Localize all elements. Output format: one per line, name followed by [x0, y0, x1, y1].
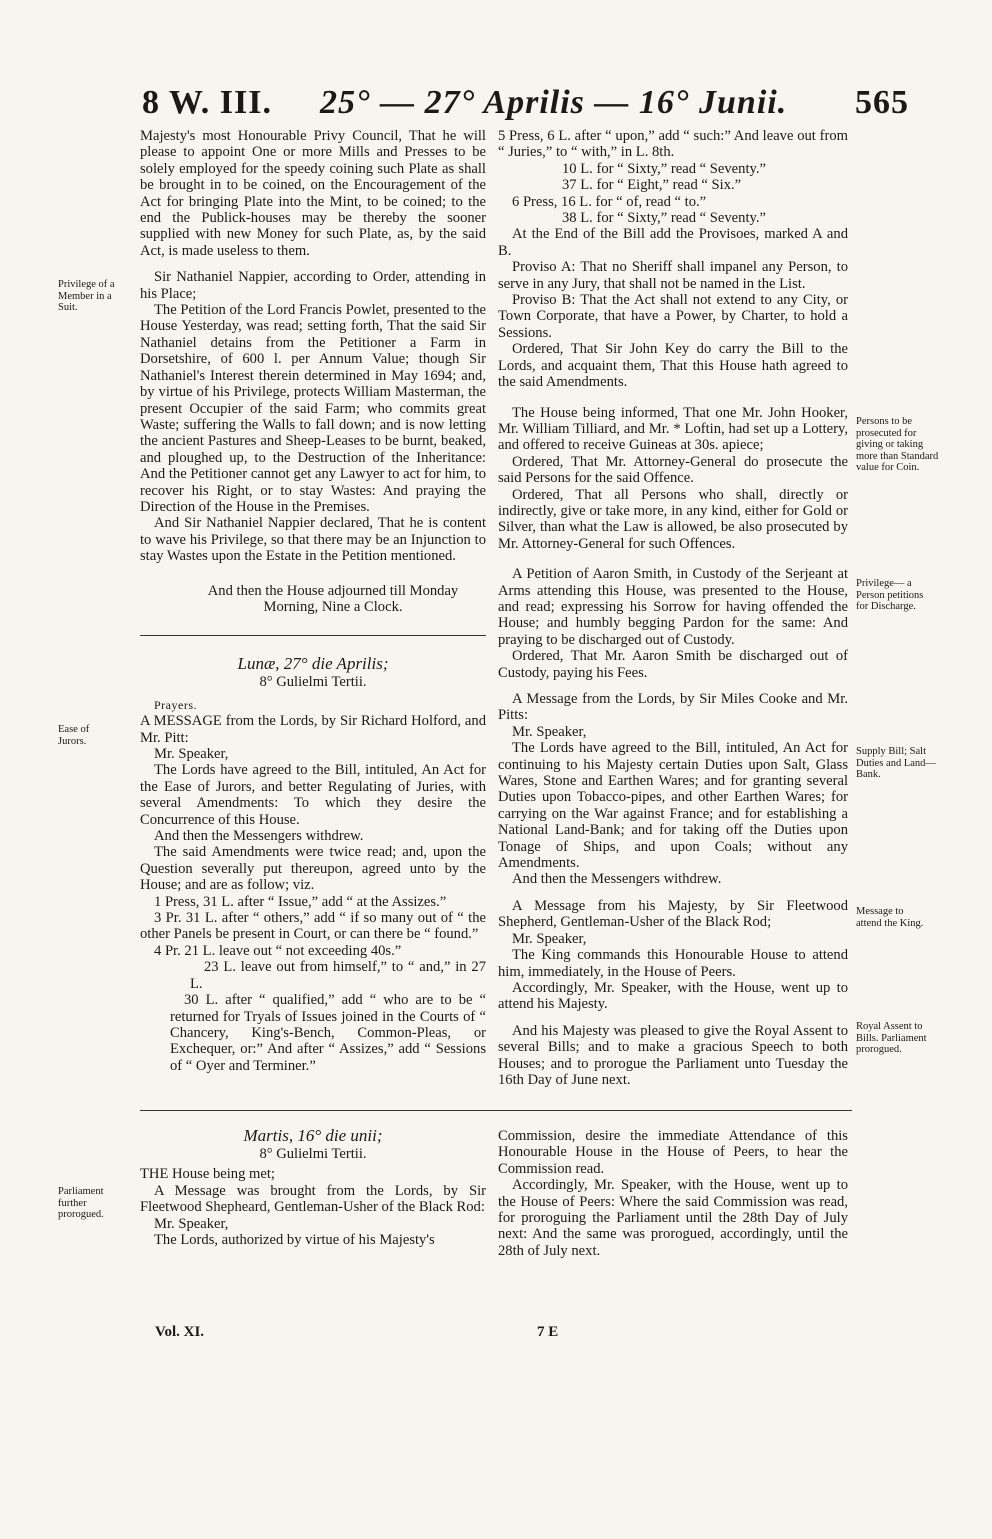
paragraph: The said Amendments were twice read; and, upon the Question severally put thereupon, agreed unto by the House; and are as follow; viz.	[140, 844, 486, 894]
paragraph: Mr. Speaker,	[154, 1215, 229, 1232]
amendment: 30 L. after “ qualified,” add “ who are to be “ returned for Tryals of Issues joined in the Courts of “ Chancery, King's-Bench, Common-Pleas, or Exchequer, or:” And after “ Assizes,” add “ Sessions of “ Oyer and Terminer.”	[170, 992, 486, 1074]
paragraph: Commission, desire the immediate Attendance of this Honourable House in the House of Peers, to hear the Commission read.	[498, 1128, 848, 1177]
amendment: 5 Press, 6 L. after “ upon,” add “ such:” And leave out from “ Juries,” to “ with,” in L. 8th.	[498, 128, 848, 161]
sidenote-royal-assent: Royal Assent to Bills. Parliament prorogued.	[856, 1021, 927, 1055]
amendment: 23 L. leave out from himself,” to “ and,” in 27 L.	[190, 959, 486, 992]
paragraph: The House being informed, That one Mr. John Hooker, Mr. William Tilliard, and Mr. * Loftin, had set up a Lottery, and offered to receive Guineas at 30s. apiece;	[498, 404, 848, 454]
signature-mark: 7 E	[537, 1324, 559, 1340]
paragraph: Accordingly, Mr. Speaker, with the House, went up to the House of Peers: Where the said Commission was read, for proroguing the Parliament until the 28th Day of July next: And the same was prorogued, accordingly, until the 28th of July next.	[498, 1177, 848, 1259]
paragraph: The Petition of the Lord Francis Powlet, presented to the House Yesterday, was read; setting forth, That the said Sir Nathaniel detains from the Petitioner a Farm in Dorsetshire, of 600 l. per Annum Value; though Sir Nathaniel's Interest therein determined in May 1694; and, by virtue of his Privilege, protects William Masterman, the present Occupier of the said Farm; who commits great Waste; suffering the Walls to fall down; and is now letting the ancient Pastures and Sheep-Leases to be burnt, beaked, and ploughed up, to the Destruction of the Inheritance: And the Petitioner cannot get any Lawyer to act for him, to recover his Right, or to stay Wastes: And praying the Direction of the House in the Premises.	[140, 302, 486, 515]
day-heading: Lunæ, 27° die Aprilis;	[237, 654, 389, 674]
paragraph: THE House being met;	[140, 1166, 275, 1183]
bottom-left-column	[140, 1126, 486, 1248]
paragraph: A MESSAGE from the Lords, by Sir Richard Holford, and Mr. Pitt:	[140, 713, 486, 746]
paragraph: Ordered, That Sir John Key do carry the Bill to the Lords, and acquaint them, That this House hath agreed to the said Amendments.	[498, 341, 848, 391]
running-head-regnal: 8 W. III.	[142, 84, 272, 121]
paragraph: At the End of the Bill add the Provisoes, marked A and B.	[498, 226, 848, 259]
paragraph: The Lords have agreed to the Bill, intituled, An Act for continuing to his Majesty certain Duties upon Salt, Glass Wares, Stone and Earthen Wares; and for granting several Duties upon Tobacco-pipes, and other Earthen Wares; for carrying on the War against France; and for establishing a National Land-Bank; and for taking off the Duties upon Tonage of Ships, and upon Coals; without any Amendments.	[498, 740, 848, 872]
volume-label: Vol. XI.	[155, 1324, 205, 1340]
paragraph: Sir Nathaniel Nappier, according to Order, attending in his Place;	[140, 269, 486, 302]
day-heading: Martis, 16° die unii;	[243, 1126, 383, 1145]
paragraph: Ordered, That all Persons who shall, directly or indirectly, give or take more, in any kind, either for Gold or Silver, than what the Law is allowed, be also prosecuted by Mr. Attorney-General for such Offences.	[498, 486, 848, 552]
paragraph: Majesty's most Honourable Privy Council, That he will please to appoint One or more Mills and Presses to be solely employed for the speedy coining such Plate as shall be brought in to be coined, on the Encouragement of the Act for bringing Plate into the Mint, to be coined; to the end the Publick-houses may be thereby the sooner supplied with new Money for such Plate, as, by the said Act, is made useless to them.	[140, 128, 486, 259]
amendment: 10 L. for “ Sixty,” read “ Seventy.”	[562, 160, 766, 177]
bottom-right-column	[498, 1128, 848, 1259]
paragraph: And his Majesty was pleased to give the Royal Assent to several Bills; and to make a gracious Speech to both Houses; and to prorogue the Parliament unto Tuesday the 16th Day of June next.	[498, 1022, 848, 1088]
paragraph: Ordered, That Mr. Aaron Smith be discharged out of Custody, paying his Fees.	[498, 648, 848, 681]
paragraph: The King commands this Honourable House to attend him, immediately, in the House of Peers.	[498, 947, 848, 980]
paragraph: And then the Messengers withdrew.	[512, 871, 722, 888]
paragraph: The Lords, authorized by virtue of his Majesty's	[154, 1232, 435, 1249]
paragraph: Mr. Speaker,	[154, 746, 229, 762]
paragraph: Mr. Speaker,	[512, 930, 587, 947]
paragraph: And then the Messengers withdrew.	[154, 828, 364, 845]
running-head-dates: 25° — 27° Aprilis — 16° Junii.	[320, 84, 788, 121]
paragraph: A Message was brought from the Lords, by Sir Fleetwood Shepheard, Gentleman-Usher of the Black Rod:	[140, 1182, 486, 1216]
regnal-year: 8° Gulielmi Tertii.	[259, 1146, 367, 1162]
sidenote-supply-bill: Supply Bill; Salt Duties and Land— Bank.	[856, 746, 936, 780]
left-column	[140, 128, 486, 1074]
paragraph: Mr. Speaker,	[512, 723, 587, 740]
amendment: 38 L. for “ Sixty,” read “ Seventy.”	[562, 210, 766, 227]
paragraph: A Message from his Majesty, by Sir Fleetwood Shepherd, Gentleman-Usher of the Black Rod;	[498, 897, 848, 931]
amendment: 3 Pr. 31 L. after “ others,” add “ if so many out of “ the other Panels be present in Court, or can there be “ found.”	[140, 910, 486, 943]
sidenote-prorogued: Parliament further prorogued.	[58, 1186, 104, 1220]
prayers-heading: Prayers.	[154, 697, 197, 712]
sidenote-prosecution: Persons to be prosecuted for giving or taking more than Standard value for Coin.	[856, 416, 939, 473]
regnal-year: 8° Gulielmi Tertii.	[259, 674, 367, 691]
paragraph: Proviso A: That no Sheriff shall impanel any Person, to serve in any Jury, that shall not be named in the List.	[498, 259, 848, 292]
page-number: 565	[855, 84, 909, 121]
sidenote-privilege: Privilege of a Member in a Suit.	[58, 279, 115, 313]
paragraph: Ordered, That Mr. Attorney-General do prosecute the said Persons for the said Offence.	[498, 453, 848, 487]
adjournment-line: And then the House adjourned till Monday Morning, Nine a Clock.	[207, 582, 459, 615]
paragraph: Accordingly, Mr. Speaker, with the House, went up to attend his Majesty.	[498, 979, 848, 1013]
amendment: 6 Press, 16 L. for “ of, read “ to.”	[512, 193, 707, 210]
sidenote-jurors: Ease of Jurors.	[58, 724, 90, 747]
paragraph: A Petition of Aaron Smith, in Custody of the Serjeant at Arms attending this House, was presented to the House, and read; expressing his Sorrow for having offended the House; and humbly begging Pardon for the same: And praying to be discharged out of Custody.	[498, 566, 848, 648]
sidenote-petition: Privilege— a Person petitions for Discharge.	[856, 578, 924, 612]
paragraph: A Message from the Lords, by Sir Miles Cooke and Mr. Pitts:	[498, 691, 848, 724]
paragraph: And Sir Nathaniel Nappier declared, That he is content to wave his Privilege, so that there may be an Injunction to stay Wastes upon the Estate in the Petition mentioned.	[140, 515, 486, 565]
amendment: 1 Press, 31 L. after “ Issue,” add “ at the Assizes.”	[154, 893, 447, 910]
section-rule	[140, 1110, 852, 1111]
paragraph: Proviso B: That the Act shall not extend to any City, or Town Corporate, that have a Power, by Charter, to hold a Sessions.	[498, 292, 848, 341]
paragraph: The Lords have agreed to the Bill, intituled, An Act for the Ease of Jurors, and better Regulating of Juries, with several Amendments: To which they desire the Concurrence of this House.	[140, 762, 486, 828]
amendment: 4 Pr. 21 L. leave out “ not exceeding 40s.”	[154, 942, 402, 959]
sidenote-message-king: Message to attend the King.	[856, 906, 924, 929]
right-column	[498, 128, 848, 1088]
amendment: 37 L. for “ Eight,” read “ Six.”	[562, 177, 742, 194]
